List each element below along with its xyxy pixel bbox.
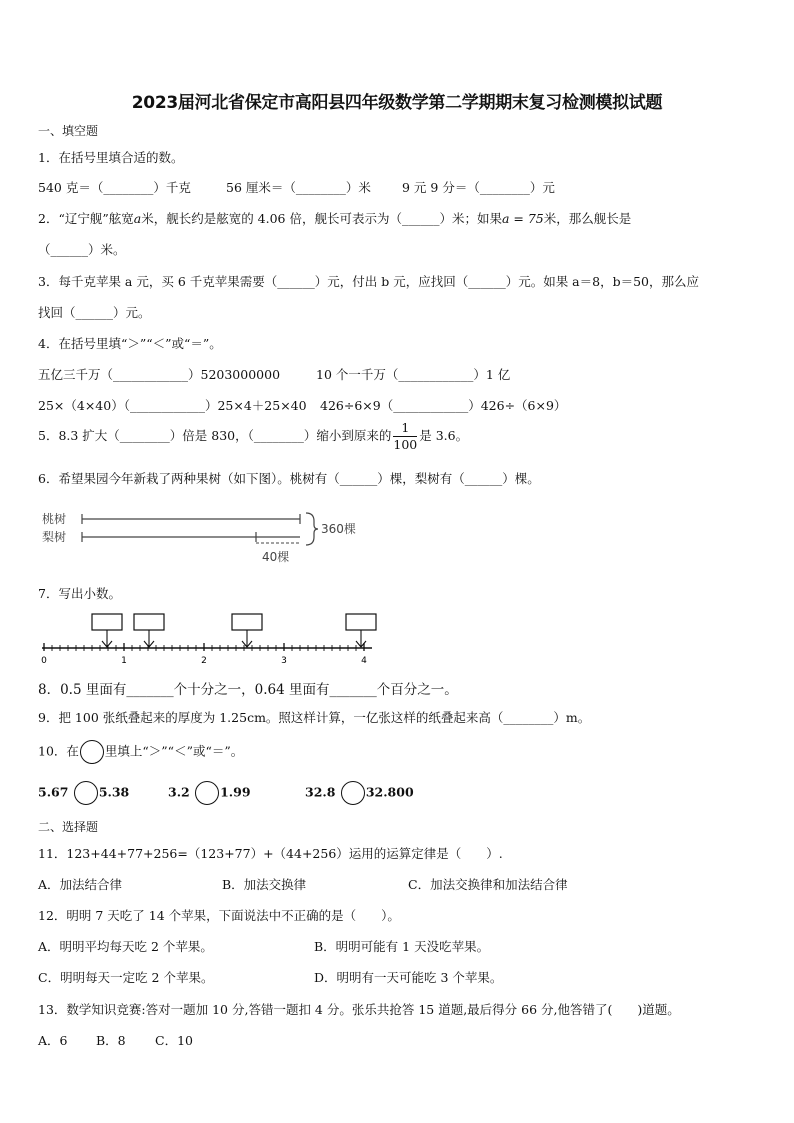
q6-diagram [38,505,368,570]
q2-expression: a = 75 [501,211,544,226]
q9-line: 9．把 100 张纸叠起来的厚度为 1.25cm。照这样计算，一亿张这样的纸叠起来高（________）m。 [38,710,591,725]
answer-circle[interactable] [80,740,104,764]
q12-option-d[interactable]: D．明明有一天可能吃 3 个苹果。 [314,970,503,985]
q6-peach-label: 桃树 [42,512,67,526]
q7-stem: 7．写出小数。 [38,586,121,601]
q6-diff-label: 40棵 [262,550,290,564]
q4-item-b: 10 个一千万（____________）1 亿 [316,367,511,382]
q2-line1 [38,209,631,227]
q11-option-a[interactable]: A．加法结合律 [38,877,123,892]
q7-tick-label: 3 [281,656,287,666]
q3-line2: 找回（______）元。 [38,305,151,320]
q4-item-a: 五亿三千万（____________）5203000000 [38,367,281,382]
q1-item-b: 56 厘米＝（________）米 [226,180,371,195]
section-heading-choice: 二、选择题 [38,820,99,834]
q5-text-b: 是 3.6。 [419,428,469,443]
section-heading-fill-in: 一、填空题 [38,124,99,138]
page-title: 2023届河北省保定市高阳县四年级数学第二学期期末复习检测模拟试题 [131,93,663,113]
q10-item-1 [38,781,129,805]
q5-line [38,420,468,453]
q10-item-left: 5.67 [38,784,69,800]
q2-text-b: 米，舰长约是舷宽的 4.06 倍，舰长可表示为（______）米；如果 [141,211,502,226]
answer-circle[interactable] [195,781,219,805]
q1-item-c: 9 元 9 分＝（________）元 [402,180,555,195]
q2-text-a: 2．“辽宁舰”舷宽 [38,211,134,226]
q7-number-line [38,610,383,668]
q12-option-a[interactable]: A．明明平均每天吃 2 个苹果。 [38,939,213,954]
q1-item-a: 540 克＝（________）千克 [38,180,191,195]
q7-tick-label: 0 [41,656,47,666]
q4-stem: 4．在括号里填“＞”“＜”或“＝”。 [38,336,222,351]
q5-fraction-numerator: 1 [393,420,417,437]
q4-item-c: 25×（4×40）（____________）25×4＋25×40 [38,398,307,413]
q7-tick-label: 1 [121,656,127,666]
q10-item-2 [168,781,251,805]
q3-line1: 3．每千克苹果 a 元，买 6 千克苹果需要（______）元，付出 b 元，应找回（______）元。如果 a＝8，b＝50，那么应 [38,274,699,289]
q1-stem: 1．在括号里填合适的数。 [38,150,184,165]
q11-option-b[interactable]: B．加法交换律 [222,877,307,892]
q6-pear-label: 梨树 [42,530,67,544]
answer-circle[interactable] [341,781,365,805]
q10-text-b: 里填上“＞”“＜”或“＝”。 [104,743,244,759]
q2-line2: （______）米。 [38,242,126,257]
q10-item-left: 3.2 [168,784,190,800]
q12-stem: 12．明明 7 天吃了 14 个苹果，下面说法中不正确的是（ ）。 [38,908,400,923]
q7-minor-ticks [44,643,364,651]
q7-answer-box-4 [346,614,376,630]
q6-total-brace [306,513,318,545]
q7-answer-box-2 [134,614,164,630]
q11-option-c[interactable]: C．加法交换律和加法结合律 [408,877,568,892]
q10-item-right: 5.38 [98,784,130,800]
q2-text-c: 米，那么舰长是 [543,211,632,226]
q13-option-b[interactable]: B．8 [96,1033,126,1048]
q11-stem: 11．123+44+77+256=（123+77）+（44+256）运用的运算定律是（ ）. [38,846,503,861]
q7-answer-box-3 [232,614,262,630]
q13-option-a[interactable]: A．6 [38,1033,68,1048]
answer-circle[interactable] [74,781,98,805]
q12-option-c[interactable]: C．明明每天一定吃 2 个苹果。 [38,970,214,985]
q6-stem: 6．希望果园今年新栽了两种果树（如下图）。桃树有（______）棵，梨树有（______）棵。 [38,471,540,486]
q5-text-a: 5．8.3 扩大（________）倍是 830，（________）缩小到原来的 [38,428,392,443]
q6-total-label: 360棵 [321,522,356,536]
q13-option-c[interactable]: C．10 [155,1033,193,1048]
q13-stem: 13．数学知识竞赛:答对一题加 10 分,答错一题扣 4 分。张乐共抢答 15 道题,最后得分 66 分,他答错了( )道题。 [38,1002,680,1017]
q10-item-right: 32.800 [365,784,414,800]
q10-item-3 [305,781,414,805]
q12-option-b[interactable]: B．明明可能有 1 天没吃苹果。 [314,939,490,954]
q2-variable: a [133,211,142,226]
q7-answer-box-1 [92,614,122,630]
q7-tick-label: 2 [201,656,207,666]
q5-fraction-denominator: 100 [393,437,418,452]
q8-line: 8．0.5 里面有_______个十分之一，0.64 里面有_______个百分之一。 [38,682,458,698]
q10-text-a: 10．在 [38,743,79,759]
q5-fraction [393,420,417,453]
q10-item-left: 32.8 [305,784,336,800]
q10-item-right: 1.99 [220,784,251,800]
q7-tick-label: 4 [361,656,367,666]
q10-stem [38,740,243,764]
q4-item-d: 426÷6×9（____________）426÷（6×9） [320,398,567,413]
